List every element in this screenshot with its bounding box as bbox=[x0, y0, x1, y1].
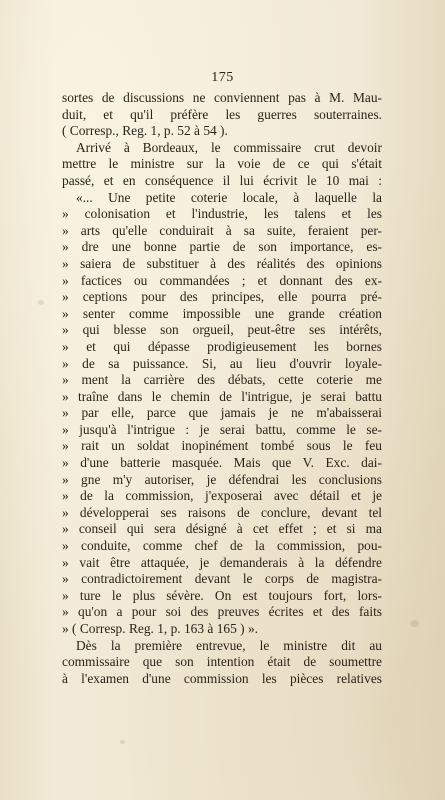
text-line: » qui blesse son orgueil, peut-être ses intérêts, bbox=[62, 322, 382, 338]
text-line: Arrivé à Bordeaux, le commissaire crut devoir bbox=[76, 139, 382, 155]
text-line: » jusqu'à l'intrigue : je serai battu, comme le se- bbox=[62, 421, 382, 437]
text-line: » ment la carrière des débats, cette coterie me bbox=[62, 372, 382, 388]
text-line: » d'une batterie masquée. Mais que V. Exc. dai- bbox=[62, 455, 382, 471]
text-line: passé, et en conséquence il lui écrivit le 10 mai : bbox=[62, 172, 382, 188]
text-line: » qu'on a pour soi des preuves écrites et des faits bbox=[62, 604, 382, 620]
text-line: » dre une bonne partie de son importance, es- bbox=[62, 239, 382, 255]
paper-stain bbox=[38, 300, 44, 305]
text-line: » ceptions pour des principes, elle pourra pré- bbox=[62, 289, 382, 305]
text-line: Dès la première entrevue, le ministre dit au bbox=[76, 637, 382, 653]
text-line: » développerai ses raisons de conclure, devant tel bbox=[62, 504, 382, 520]
paper-stain bbox=[120, 740, 125, 744]
text-line: » traîne dans le chemin de l'intrigue, je serai battu bbox=[62, 388, 382, 404]
text-line: » saiera de substituer à des réalités des opinions bbox=[62, 255, 382, 271]
text-line: » conseil qui sera désigné à cet effet ; et si ma bbox=[62, 521, 382, 537]
text-line: » factices ou commandées ; et donnant des ex- bbox=[62, 272, 382, 288]
text-line: mettre le ministre sur la voie de ce qui s'était bbox=[62, 156, 382, 172]
text-line: » contradictoirement devant le corps de magistra- bbox=[62, 571, 382, 587]
body-text bbox=[62, 90, 382, 687]
text-line: sortes de discussions ne conviennent pas à M. Mau- bbox=[62, 90, 382, 105]
page-number: 175 bbox=[211, 70, 234, 85]
text-line: » rait un soldat inopinément tombé sous le feu bbox=[62, 438, 382, 454]
text-line: » de la commission, j'exposerai avec détail et je bbox=[62, 488, 382, 504]
text-line: » gne m'y autoriser, je défendrai les conclusions bbox=[62, 471, 382, 487]
text-line: » par elle, parce que jamais je ne m'abaisserai bbox=[62, 405, 382, 421]
text-line: ( Corresp., Reg. 1, p. 52 à 54 ). bbox=[62, 123, 228, 139]
text-line: » de sa puissance. Si, au lieu d'ouvrir loyale- bbox=[62, 355, 382, 371]
text-line: » senter comme impossible une grande création bbox=[62, 305, 382, 321]
text-line: » arts qu'elle conduirait à sa suite, feraient per- bbox=[62, 222, 382, 238]
text-line: » ture le plus sévère. On est toujours fort, lors- bbox=[62, 587, 382, 603]
text-line: duit, et qu'il préfère les guerres souterraines. bbox=[62, 106, 382, 122]
text-line: » conduite, comme chef de la commission, pou- bbox=[62, 538, 382, 554]
text-line: » vait être attaquée, je demanderais à la défendre bbox=[62, 554, 382, 570]
text-line: » ( Corresp. Reg. 1, p. 163 à 165 ) ». bbox=[62, 621, 258, 636]
text-line: «... Une petite coterie locale, à laquelle la bbox=[76, 189, 382, 205]
text-line: commissaire que son intention était de soumettre bbox=[62, 654, 382, 670]
text-line: » et qui dépasse prodigieusement les bornes bbox=[62, 338, 382, 354]
text-line: à l'examen d'une commission les pièces relatives bbox=[62, 670, 382, 686]
paper-stain bbox=[410, 620, 419, 627]
text-line: » colonisation et l'industrie, les talens et les bbox=[62, 206, 382, 222]
